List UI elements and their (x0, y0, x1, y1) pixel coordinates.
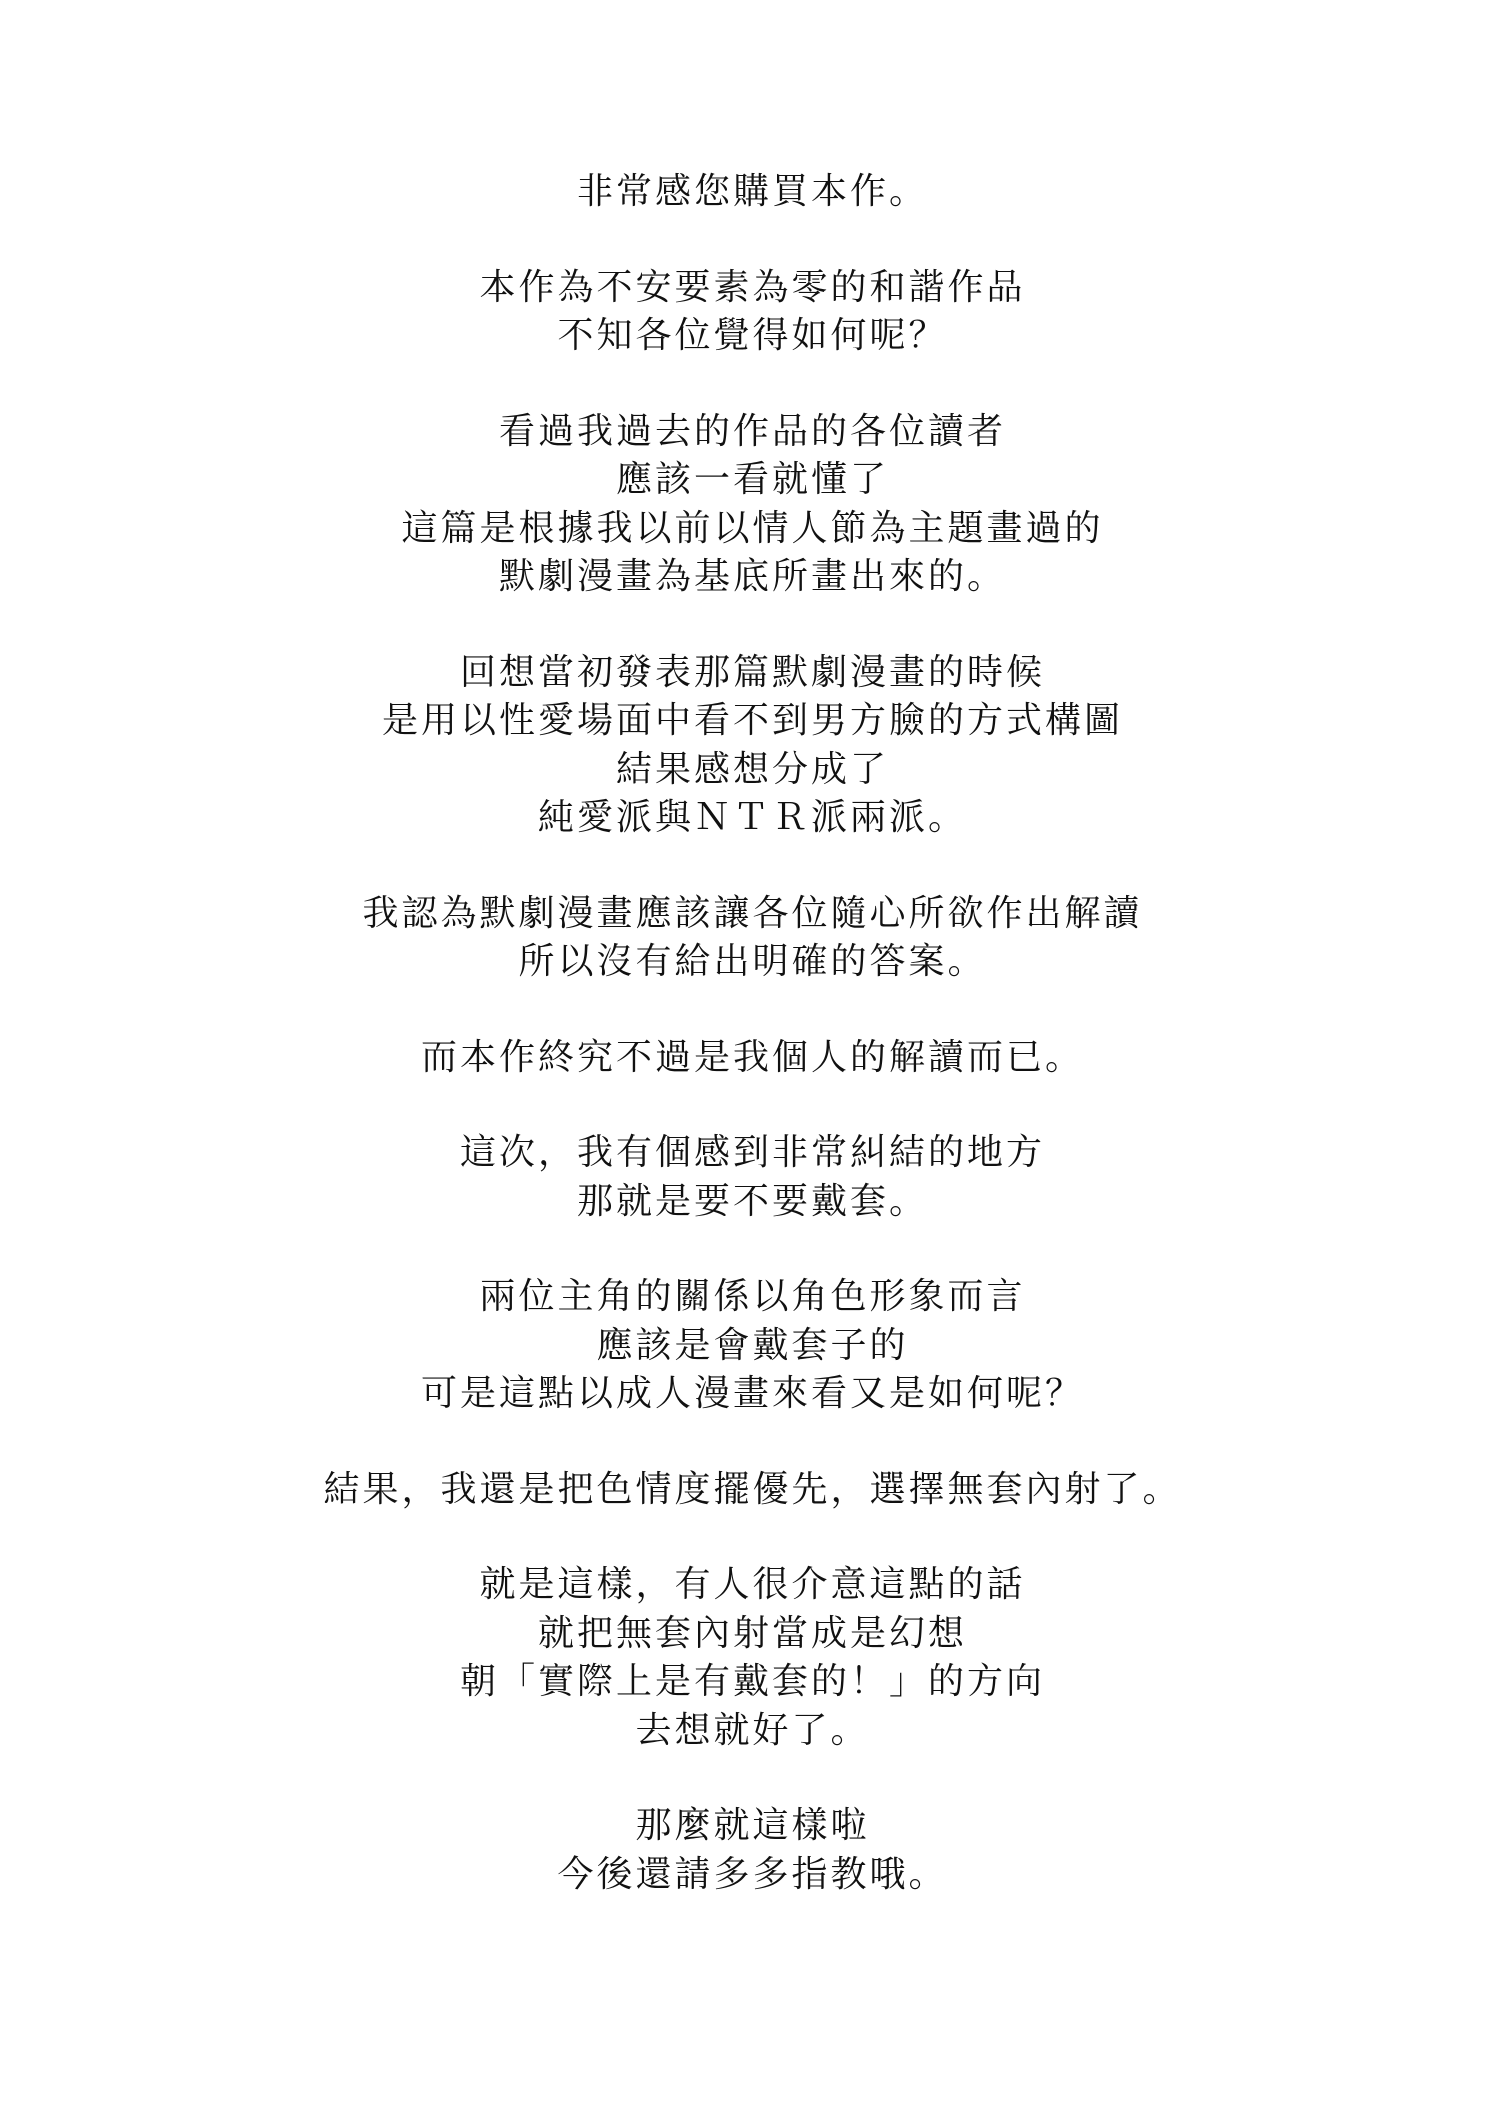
paragraph-background (0, 408, 1505, 602)
text-line: 看過我過去的作品的各位讀者 (498, 410, 1006, 452)
text-line: 這篇是根據我以前以情人節為主題畫過的 (401, 507, 1104, 549)
text-line: 所以沒有給出明確的答案。 (518, 941, 987, 982)
afterword-text (0, 168, 1505, 1946)
text-line: 這次，我有個感到非常糾結的地方 (459, 1132, 1045, 1173)
text-line: 就把無套內射當成是幻想 (537, 1612, 967, 1654)
paragraph-intro (0, 264, 1505, 361)
text-line: 那就是要不要戴套。 (576, 1180, 928, 1222)
text-line: 就是這樣，有人很介意這點的話 (479, 1564, 1026, 1605)
text-line: 非常感您購買本作。 (576, 171, 928, 212)
paragraph-note (0, 1561, 1505, 1755)
paragraph-characters (0, 1273, 1505, 1419)
paragraph-dilemma (0, 1129, 1505, 1226)
paragraph-personal (0, 1034, 1505, 1083)
text-line: 我認為默劇漫畫應該讓各位隨心所欲作出解讀 (362, 892, 1143, 934)
text-line: 默劇漫畫為基底所畫出來的。 (498, 556, 1006, 597)
text-line: 回想當初發表那篇默劇漫畫的時候 (459, 651, 1045, 693)
text-line: 應該一看就懂了 (615, 459, 889, 500)
paragraph-thanks (0, 168, 1505, 217)
paragraph-closing (0, 1802, 1505, 1899)
text-line: 那麼就這樣啦 (635, 1805, 870, 1846)
text-line: 不知各位覺得如何呢？ (557, 315, 948, 356)
text-line: 結果，我還是把色情度擺優先，選擇無套內射了。 (323, 1468, 1182, 1510)
paragraph-interpretation (0, 890, 1505, 987)
paragraph-decision (0, 1466, 1505, 1515)
text-line: 結果感想分成了 (615, 748, 889, 790)
text-line: 朝「實際上是有戴套的！」的方向 (459, 1661, 1045, 1702)
text-line: 今後還請多多指教哦。 (557, 1853, 948, 1895)
text-line: 兩位主角的關係以角色形象而言 (479, 1276, 1026, 1317)
text-line: 純愛派與ＮＴＲ派兩派。 (537, 797, 967, 838)
paragraph-reception (0, 649, 1505, 843)
text-line: 而本作終究不過是我個人的解讀而已。 (420, 1036, 1084, 1078)
text-line: 可是這點以成人漫畫來看又是如何呢？ (420, 1373, 1084, 1414)
text-line: 應該是會戴套子的 (596, 1324, 909, 1366)
text-line: 去想就好了。 (635, 1709, 870, 1751)
text-line: 本作為不安要素為零的和諧作品 (479, 266, 1026, 308)
text-line: 是用以性愛場面中看不到男方臉的方式構圖 (381, 700, 1123, 741)
